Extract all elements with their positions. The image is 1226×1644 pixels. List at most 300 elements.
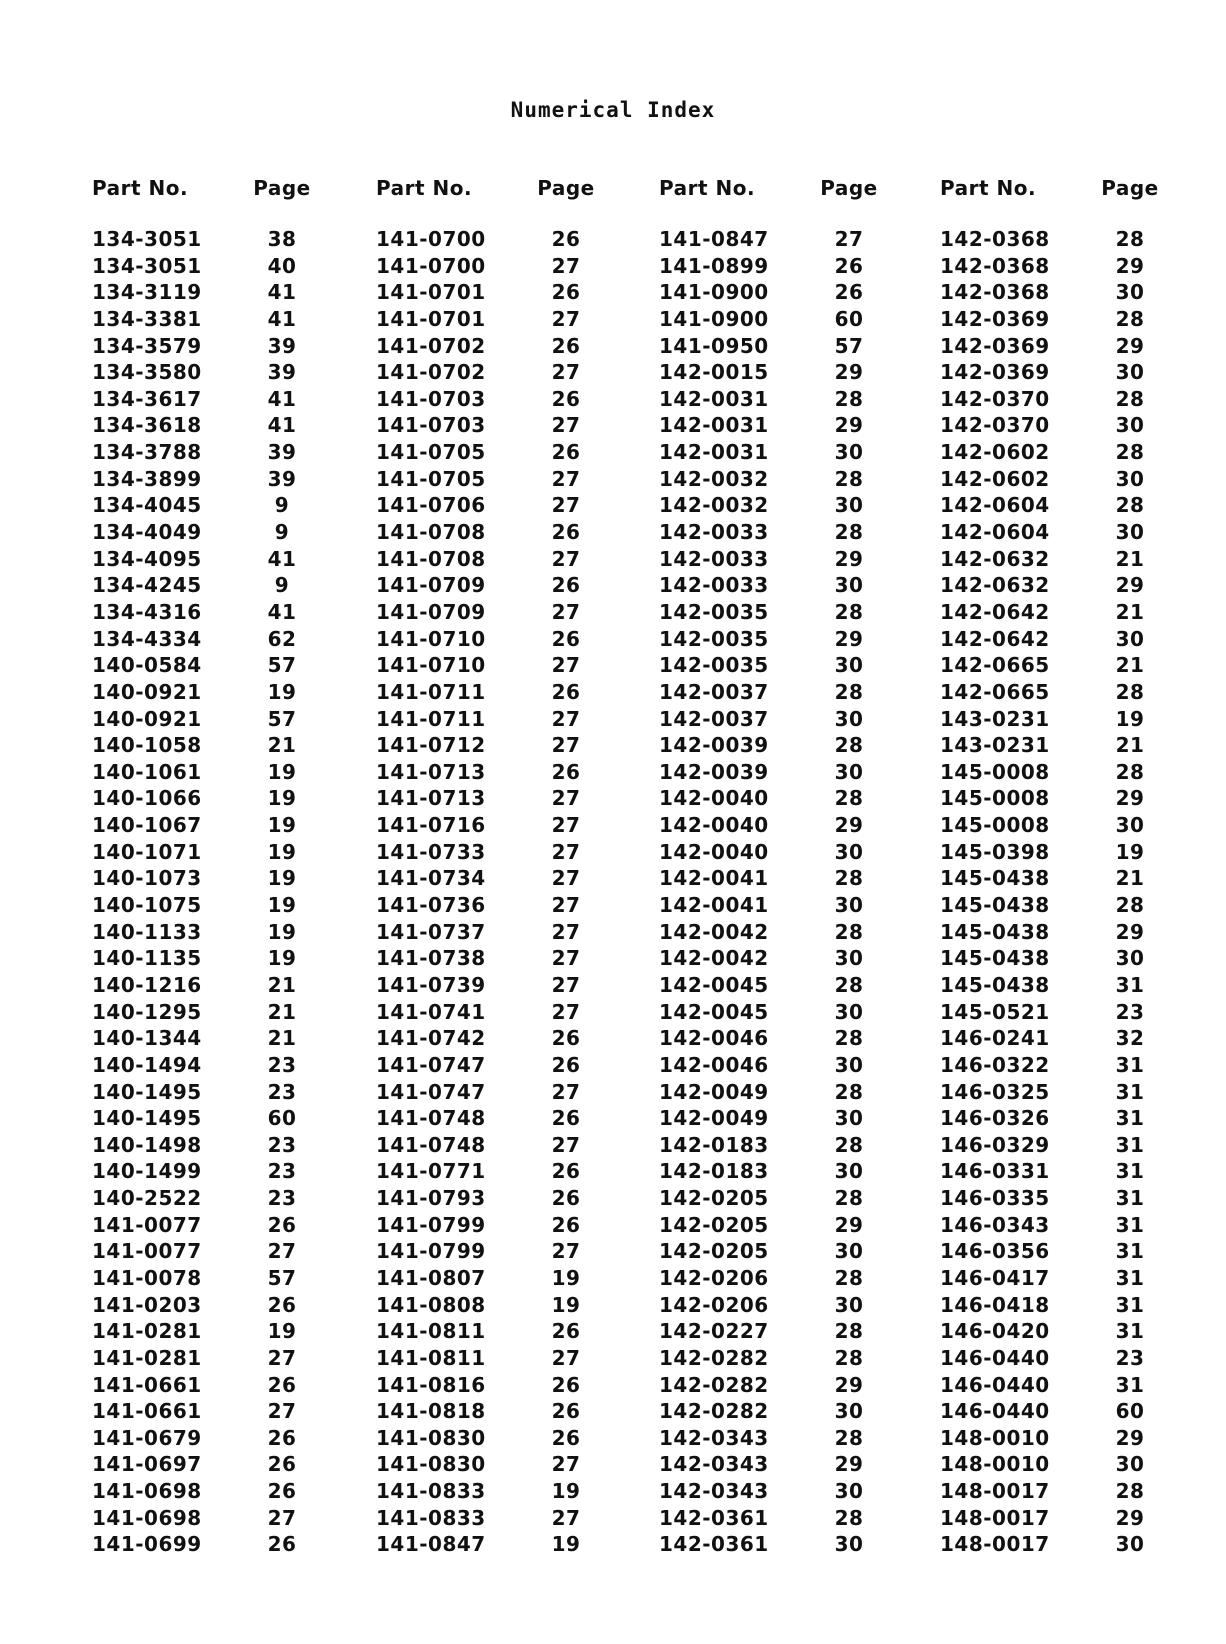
page-number: 28 [1115, 386, 1145, 411]
index-row [92, 865, 332, 892]
part-number: 140-1135 [92, 946, 202, 971]
part-number: 134-4245 [92, 573, 202, 598]
part-number: 141-0799 [376, 1239, 486, 1264]
page-number: 31 [1115, 1292, 1145, 1317]
index-row [659, 466, 899, 493]
page-number: 27 [551, 1345, 581, 1370]
page-number: 39 [267, 466, 297, 491]
page-number: 26 [551, 626, 581, 651]
page-number: 26 [551, 573, 581, 598]
page-number: 28 [834, 919, 864, 944]
index-row [940, 1451, 1180, 1478]
page-number: 28 [1115, 893, 1145, 918]
index-row [92, 1132, 332, 1159]
index-row [659, 1265, 899, 1292]
index-row [92, 1505, 332, 1532]
part-number: 142-0369 [940, 360, 1050, 385]
index-row [940, 333, 1180, 360]
page-number: 28 [834, 599, 864, 624]
page-number: 19 [267, 1319, 297, 1344]
part-number: 140-1216 [92, 972, 202, 997]
index-row [659, 1212, 899, 1239]
part-number: 142-0041 [659, 866, 769, 891]
index-row [940, 1292, 1180, 1319]
part-number: 141-0811 [376, 1345, 486, 1370]
index-row [659, 599, 899, 626]
part-number: 141-0708 [376, 546, 486, 571]
page-number: 21 [267, 733, 297, 758]
index-row [940, 1372, 1180, 1399]
index-row [659, 945, 899, 972]
index-row [92, 599, 332, 626]
page-number: 28 [1115, 493, 1145, 518]
part-number: 140-1133 [92, 919, 202, 944]
rows [376, 226, 616, 1558]
page-number: 29 [1115, 253, 1145, 278]
index-row [659, 1292, 899, 1319]
part-number: 142-0039 [659, 759, 769, 784]
index-row [940, 626, 1180, 653]
index-row [376, 386, 616, 413]
index-row [940, 546, 1180, 573]
page-number: 29 [834, 360, 864, 385]
index-row [376, 1185, 616, 1212]
page-number: 30 [834, 1106, 864, 1131]
index-row [659, 1398, 899, 1425]
part-number: 142-0343 [659, 1452, 769, 1477]
part-number: 146-0420 [940, 1319, 1050, 1344]
part-number: 142-0604 [940, 520, 1050, 545]
page-number: 28 [834, 1319, 864, 1344]
page-number: 28 [834, 1132, 864, 1157]
page-number: 28 [834, 1026, 864, 1051]
index-row [92, 1185, 332, 1212]
page-number: 27 [551, 1132, 581, 1157]
part-number: 142-0642 [940, 626, 1050, 651]
index-row [376, 1079, 616, 1106]
part-number: 142-0368 [940, 227, 1050, 251]
index-row [376, 1478, 616, 1505]
page-number: 31 [1115, 1265, 1145, 1290]
page-number: 30 [834, 573, 864, 598]
index-row [659, 546, 899, 573]
index-row [659, 1531, 899, 1558]
page-number: 27 [551, 1452, 581, 1477]
index-row [92, 359, 332, 386]
part-number: 142-0037 [659, 706, 769, 731]
page-number: 29 [834, 1212, 864, 1237]
part-number: 134-4334 [92, 626, 202, 651]
index-row [659, 333, 899, 360]
page-number: 27 [551, 413, 581, 438]
part-number: 141-0703 [376, 413, 486, 438]
part-number: 141-0705 [376, 466, 486, 491]
part-number: 145-0008 [940, 786, 1050, 811]
part-number: 145-0521 [940, 999, 1050, 1024]
page-number: 27 [551, 786, 581, 811]
page-number: 26 [834, 253, 864, 278]
index-row [376, 1292, 616, 1319]
page-number: 28 [1115, 306, 1145, 331]
page-number: 19 [267, 946, 297, 971]
index-row [940, 1025, 1180, 1052]
part-number: 142-0642 [940, 599, 1050, 624]
page-number: 21 [1115, 866, 1145, 891]
index-row [376, 1052, 616, 1079]
part-number: 141-0811 [376, 1319, 486, 1344]
page-number: 19 [551, 1532, 581, 1557]
page-number: 21 [1115, 546, 1145, 571]
index-row [940, 599, 1180, 626]
page-number: 27 [267, 1345, 297, 1370]
part-number: 142-0205 [659, 1239, 769, 1264]
part-number: 141-0816 [376, 1372, 486, 1397]
part-number: 142-0042 [659, 946, 769, 971]
index-row [376, 466, 616, 493]
page-number: 28 [834, 466, 864, 491]
page-number: 26 [551, 280, 581, 305]
part-number: 146-0326 [940, 1106, 1050, 1131]
part-number: 141-0738 [376, 946, 486, 971]
part-number: 142-0282 [659, 1372, 769, 1397]
index-row [659, 1158, 899, 1185]
page-number: 21 [1115, 599, 1145, 624]
page-number: 23 [267, 1159, 297, 1184]
part-number: 141-0747 [376, 1079, 486, 1104]
part-number: 141-0702 [376, 360, 486, 385]
part-number: 142-0031 [659, 386, 769, 411]
page-number: 30 [1115, 1532, 1145, 1557]
page-number: 27 [551, 253, 581, 278]
index-row [940, 1212, 1180, 1239]
part-number: 141-0711 [376, 679, 486, 704]
part-number: 134-3788 [92, 440, 202, 465]
index-row [376, 1212, 616, 1239]
page-number: 28 [834, 972, 864, 997]
page-number: 30 [834, 1479, 864, 1504]
part-number: 142-0206 [659, 1265, 769, 1290]
page-number: 31 [1115, 1132, 1145, 1157]
index-row [940, 945, 1180, 972]
part-number: 141-0713 [376, 786, 486, 811]
page-number: 30 [1115, 1452, 1145, 1477]
index-row [376, 1531, 616, 1558]
index-row [376, 1451, 616, 1478]
part-number: 142-0205 [659, 1212, 769, 1237]
part-number: 146-0356 [940, 1239, 1050, 1264]
page-number: 23 [267, 1186, 297, 1211]
page-number: 23 [267, 1132, 297, 1157]
page-number: 30 [834, 1532, 864, 1557]
part-number: 141-0708 [376, 520, 486, 545]
index-row [659, 1185, 899, 1212]
part-number: 134-3618 [92, 413, 202, 438]
page-number: 26 [551, 1425, 581, 1450]
page-number: 27 [551, 653, 581, 678]
part-number: 140-1499 [92, 1159, 202, 1184]
part-number: 142-0039 [659, 733, 769, 758]
part-number: 140-1495 [92, 1106, 202, 1131]
page-number: 29 [1115, 1505, 1145, 1530]
part-number: 141-0699 [92, 1532, 202, 1557]
index-row [940, 839, 1180, 866]
index-row [92, 1425, 332, 1452]
part-number: 142-0035 [659, 653, 769, 678]
index-row [376, 652, 616, 679]
part-number: 145-0438 [940, 946, 1050, 971]
part-number: 140-1075 [92, 893, 202, 918]
page-number: 38 [267, 227, 297, 251]
page-number: 26 [551, 1319, 581, 1344]
part-number: 146-0418 [940, 1292, 1050, 1317]
part-number: 141-0807 [376, 1265, 486, 1290]
index-row [940, 386, 1180, 413]
index-row [940, 785, 1180, 812]
index-row [659, 1318, 899, 1345]
part-number: 148-0017 [940, 1479, 1050, 1504]
page-number: 26 [551, 1186, 581, 1211]
page-number: 19 [551, 1265, 581, 1290]
page-number: 28 [1115, 440, 1145, 465]
index-row [659, 226, 899, 253]
part-number: 134-4316 [92, 599, 202, 624]
part-number: 142-0604 [940, 493, 1050, 518]
page-number: 28 [834, 1186, 864, 1211]
index-row [92, 759, 332, 786]
index-row [659, 1132, 899, 1159]
index-row [376, 1425, 616, 1452]
index-row [92, 1079, 332, 1106]
index-row [940, 439, 1180, 466]
index-row [92, 1265, 332, 1292]
part-number: 141-0818 [376, 1399, 486, 1424]
index-row [92, 972, 332, 999]
index-row [92, 412, 332, 439]
part-number: 134-3617 [92, 386, 202, 411]
page-number: 62 [267, 626, 297, 651]
part-number: 142-0031 [659, 413, 769, 438]
index-row [376, 226, 616, 253]
index-row [92, 572, 332, 599]
page-number: 27 [551, 733, 581, 758]
page-number: 26 [551, 520, 581, 545]
part-number: 146-0329 [940, 1132, 1050, 1157]
part-number: 142-0343 [659, 1425, 769, 1450]
page-number: 41 [267, 280, 297, 305]
index-column [376, 176, 616, 1596]
page-number: 41 [267, 306, 297, 331]
part-number: 142-0033 [659, 520, 769, 545]
index-row [940, 1398, 1180, 1425]
part-number: 142-0370 [940, 413, 1050, 438]
page-number: 27 [551, 306, 581, 331]
index-row [376, 1372, 616, 1399]
part-number: 142-0370 [940, 386, 1050, 411]
index-row [92, 279, 332, 306]
part-number: 134-3899 [92, 466, 202, 491]
part-number: 142-0045 [659, 999, 769, 1024]
page-number: 29 [1115, 919, 1145, 944]
page-number: 9 [274, 520, 290, 545]
part-number: 134-3051 [92, 253, 202, 278]
index-row [376, 945, 616, 972]
part-number: 142-0206 [659, 1292, 769, 1317]
index-row [376, 785, 616, 812]
index-row [940, 1478, 1180, 1505]
part-number: 146-0440 [940, 1372, 1050, 1397]
part-number: 141-0281 [92, 1319, 202, 1344]
page-number: 19 [1115, 839, 1145, 864]
page-number: 26 [267, 1212, 297, 1237]
part-number: 142-0040 [659, 786, 769, 811]
page-number: 21 [1115, 733, 1145, 758]
part-number: 141-0700 [376, 253, 486, 278]
part-number: 142-0033 [659, 546, 769, 571]
part-number: 141-0712 [376, 733, 486, 758]
part-number: 145-0438 [940, 919, 1050, 944]
part-number: 141-0705 [376, 440, 486, 465]
page-number: 27 [551, 919, 581, 944]
index-row [376, 306, 616, 333]
index-row [92, 1478, 332, 1505]
index-row [92, 785, 332, 812]
index-row [376, 519, 616, 546]
index-row [940, 812, 1180, 839]
index-row [376, 892, 616, 919]
index-row [940, 466, 1180, 493]
page-number: 27 [551, 1239, 581, 1264]
index-row [92, 919, 332, 946]
part-no-header: Part No. [92, 176, 189, 200]
page-header: Page [253, 176, 311, 200]
page-number: 30 [834, 1239, 864, 1264]
index-row [92, 679, 332, 706]
index-row [376, 1158, 616, 1185]
page-number: 30 [834, 893, 864, 918]
index-row [659, 919, 899, 946]
index-row [92, 1052, 332, 1079]
part-number: 141-0701 [376, 306, 486, 331]
part-number: 140-2522 [92, 1186, 202, 1211]
index-row [92, 652, 332, 679]
page-number: 28 [1115, 759, 1145, 784]
page-number: 28 [834, 679, 864, 704]
page-number: 27 [267, 1399, 297, 1424]
index-row [659, 1105, 899, 1132]
page-number: 31 [1115, 1052, 1145, 1077]
part-number: 142-0369 [940, 333, 1050, 358]
page-number: 30 [1115, 626, 1145, 651]
part-number: 142-0632 [940, 573, 1050, 598]
index-row [659, 359, 899, 386]
part-number: 141-0698 [92, 1505, 202, 1530]
part-number: 142-0042 [659, 919, 769, 944]
part-number: 142-0602 [940, 440, 1050, 465]
part-number: 141-0950 [659, 333, 769, 358]
part-number: 140-1058 [92, 733, 202, 758]
index-row [92, 1345, 332, 1372]
index-row [659, 439, 899, 466]
index-row [659, 412, 899, 439]
part-number: 141-0830 [376, 1425, 486, 1450]
part-number: 141-0661 [92, 1399, 202, 1424]
part-number: 140-1498 [92, 1132, 202, 1157]
index-row [92, 1451, 332, 1478]
page-number: 41 [267, 413, 297, 438]
part-number: 141-0847 [659, 227, 769, 251]
index-column [659, 176, 899, 1596]
part-number: 141-0078 [92, 1265, 202, 1290]
part-number: 141-0793 [376, 1186, 486, 1211]
part-number: 140-1066 [92, 786, 202, 811]
part-number: 142-0282 [659, 1399, 769, 1424]
index-row [376, 546, 616, 573]
part-number: 145-0438 [940, 866, 1050, 891]
part-number: 141-0741 [376, 999, 486, 1024]
index-row [659, 1478, 899, 1505]
page-number: 23 [1115, 1345, 1145, 1370]
page-number: 26 [551, 1372, 581, 1397]
index-row [940, 279, 1180, 306]
index-row [376, 253, 616, 280]
page-number: 30 [834, 759, 864, 784]
page-number: 29 [834, 1452, 864, 1477]
index-row [659, 865, 899, 892]
index-row [92, 1212, 332, 1239]
index-row [659, 1079, 899, 1106]
page-number: 27 [551, 706, 581, 731]
page-number: 23 [267, 1079, 297, 1104]
index-row [376, 1132, 616, 1159]
index-row [376, 999, 616, 1026]
index-row [940, 652, 1180, 679]
part-number: 141-0709 [376, 573, 486, 598]
index-row [940, 1052, 1180, 1079]
index-row [92, 386, 332, 413]
index-row [92, 492, 332, 519]
page-title: Numerical Index [510, 98, 716, 122]
index-row [376, 679, 616, 706]
index-row [659, 1345, 899, 1372]
page-number: 19 [267, 893, 297, 918]
part-number: 146-0241 [940, 1026, 1050, 1051]
page-number: 30 [1115, 946, 1145, 971]
index-row [659, 519, 899, 546]
part-number: 142-0368 [940, 280, 1050, 305]
part-number: 141-0808 [376, 1292, 486, 1317]
index-row [659, 652, 899, 679]
part-number: 134-3381 [92, 306, 202, 331]
index-row [940, 865, 1180, 892]
page-number: 26 [267, 1425, 297, 1450]
part-number: 146-0322 [940, 1052, 1050, 1077]
part-number: 141-0833 [376, 1479, 486, 1504]
part-number: 141-0748 [376, 1132, 486, 1157]
index-row [376, 972, 616, 999]
part-number: 146-0335 [940, 1186, 1050, 1211]
page-number: 29 [834, 626, 864, 651]
page-number: 27 [551, 999, 581, 1024]
index-row [940, 892, 1180, 919]
index-row [92, 253, 332, 280]
page-number: 32 [1115, 1026, 1145, 1051]
index-row [659, 279, 899, 306]
index-row [659, 1372, 899, 1399]
index-row [659, 732, 899, 759]
part-number: 142-0602 [940, 466, 1050, 491]
page-number: 57 [267, 706, 297, 731]
index-row [940, 492, 1180, 519]
